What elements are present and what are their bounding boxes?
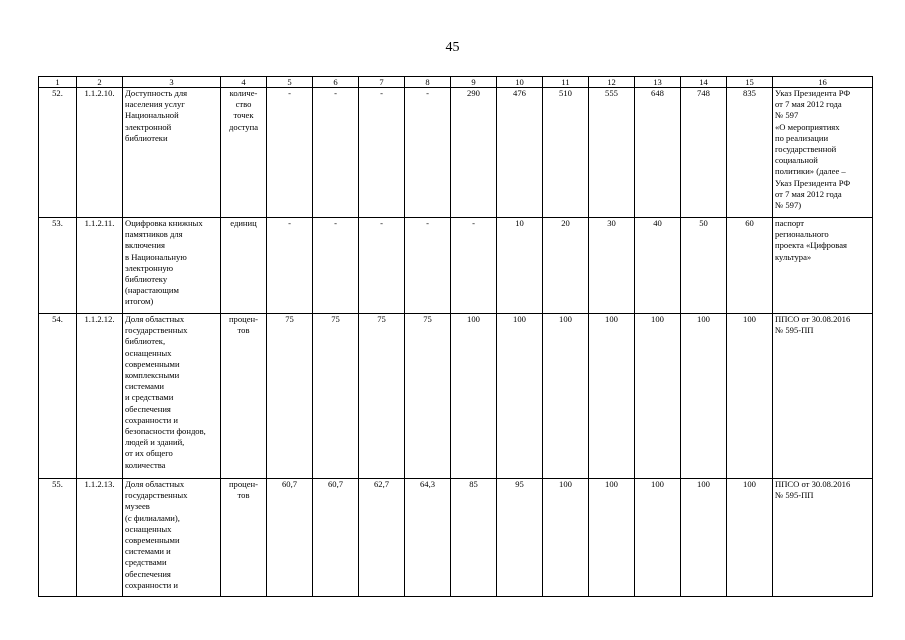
column-number-5: 5 bbox=[267, 77, 313, 88]
year-value: 100 bbox=[635, 314, 681, 479]
year-value: 510 bbox=[543, 88, 589, 218]
indicator-name: Доля областных государственных библиотек, оснащенных современными комплексными системами и средствами обеспечения сохранности и безопасности фондов, людей и зданий, от их общего количества bbox=[123, 314, 221, 479]
year-value: 476 bbox=[497, 88, 543, 218]
year-value: 555 bbox=[589, 88, 635, 218]
table-row bbox=[39, 88, 873, 218]
row-number: 55. bbox=[39, 479, 77, 597]
column-number-8: 8 bbox=[405, 77, 451, 88]
year-value: 100 bbox=[589, 479, 635, 597]
table-row bbox=[39, 314, 873, 479]
year-value: 60 bbox=[727, 218, 773, 314]
year-value: 30 bbox=[589, 218, 635, 314]
year-value: 50 bbox=[681, 218, 727, 314]
column-number-10: 10 bbox=[497, 77, 543, 88]
year-value: 10 bbox=[497, 218, 543, 314]
source-document: Указ Президента РФ от 7 мая 2012 года № 597 «О мероприятиях по реализации государственной социальной политики» (далее – Указ Президента РФ от 7 мая 2012 года № 597) bbox=[773, 88, 873, 218]
column-number-12: 12 bbox=[589, 77, 635, 88]
unit: процен- тов bbox=[221, 314, 267, 479]
column-number-2: 2 bbox=[77, 77, 123, 88]
year-value: 100 bbox=[451, 314, 497, 479]
year-value: - bbox=[359, 218, 405, 314]
column-number-7: 7 bbox=[359, 77, 405, 88]
year-value: 62,7 bbox=[359, 479, 405, 597]
column-number-16: 16 bbox=[773, 77, 873, 88]
year-value: - bbox=[313, 218, 359, 314]
year-value: 100 bbox=[589, 314, 635, 479]
year-value: - bbox=[451, 218, 497, 314]
row-number: 54. bbox=[39, 314, 77, 479]
column-number-header-row bbox=[39, 77, 873, 88]
column-number-14: 14 bbox=[681, 77, 727, 88]
year-value: 290 bbox=[451, 88, 497, 218]
year-value: 40 bbox=[635, 218, 681, 314]
year-value: 75 bbox=[359, 314, 405, 479]
column-number-11: 11 bbox=[543, 77, 589, 88]
column-number-3: 3 bbox=[123, 77, 221, 88]
year-value: 85 bbox=[451, 479, 497, 597]
table-row bbox=[39, 218, 873, 314]
year-value: 20 bbox=[543, 218, 589, 314]
column-number-6: 6 bbox=[313, 77, 359, 88]
year-value: - bbox=[405, 218, 451, 314]
year-value: - bbox=[359, 88, 405, 218]
column-number-9: 9 bbox=[451, 77, 497, 88]
table-row bbox=[39, 479, 873, 597]
indicator-code: 1.1.2.13. bbox=[77, 479, 123, 597]
year-value: 75 bbox=[267, 314, 313, 479]
year-value: 648 bbox=[635, 88, 681, 218]
year-value: - bbox=[405, 88, 451, 218]
row-number: 52. bbox=[39, 88, 77, 218]
year-value: 60,7 bbox=[313, 479, 359, 597]
unit: единиц bbox=[221, 218, 267, 314]
indicators-table bbox=[38, 76, 873, 597]
year-value: 100 bbox=[497, 314, 543, 479]
year-value: 100 bbox=[727, 314, 773, 479]
indicator-code: 1.1.2.12. bbox=[77, 314, 123, 479]
year-value: 100 bbox=[681, 314, 727, 479]
source-document: ППСО от 30.08.2016 № 595-ПП bbox=[773, 479, 873, 597]
column-number-4: 4 bbox=[221, 77, 267, 88]
indicator-code: 1.1.2.11. bbox=[77, 218, 123, 314]
unit: количе- ство точек доступа bbox=[221, 88, 267, 218]
source-document: ППСО от 30.08.2016 № 595-ПП bbox=[773, 314, 873, 479]
year-value: 100 bbox=[727, 479, 773, 597]
year-value: 75 bbox=[405, 314, 451, 479]
row-number: 53. bbox=[39, 218, 77, 314]
year-value: 748 bbox=[681, 88, 727, 218]
year-value: 100 bbox=[681, 479, 727, 597]
unit: процен- тов bbox=[221, 479, 267, 597]
year-value: 75 bbox=[313, 314, 359, 479]
page-number: 45 bbox=[445, 40, 460, 55]
indicator-name: Доступность для населения услуг Национальной электронной библиотеки bbox=[123, 88, 221, 218]
year-value: - bbox=[267, 218, 313, 314]
year-value: 100 bbox=[543, 479, 589, 597]
year-value: 100 bbox=[635, 479, 681, 597]
year-value: 95 bbox=[497, 479, 543, 597]
year-value: - bbox=[267, 88, 313, 218]
column-number-1: 1 bbox=[39, 77, 77, 88]
column-number-13: 13 bbox=[635, 77, 681, 88]
source-document: паспорт регионального проекта «Цифровая культура» bbox=[773, 218, 873, 314]
year-value: 64,3 bbox=[405, 479, 451, 597]
indicator-name: Доля областных государственных музеев (с филиалами), оснащенных современными системами и средствами обеспечения сохранности и bbox=[123, 479, 221, 597]
year-value: 60,7 bbox=[267, 479, 313, 597]
year-value: 100 bbox=[543, 314, 589, 479]
year-value: 835 bbox=[727, 88, 773, 218]
indicator-name: Оцифровка книжных памятников для включения в Национальную электронную библиотеку (нарастающим итогом) bbox=[123, 218, 221, 314]
indicator-code: 1.1.2.10. bbox=[77, 88, 123, 218]
year-value: - bbox=[313, 88, 359, 218]
column-number-15: 15 bbox=[727, 77, 773, 88]
